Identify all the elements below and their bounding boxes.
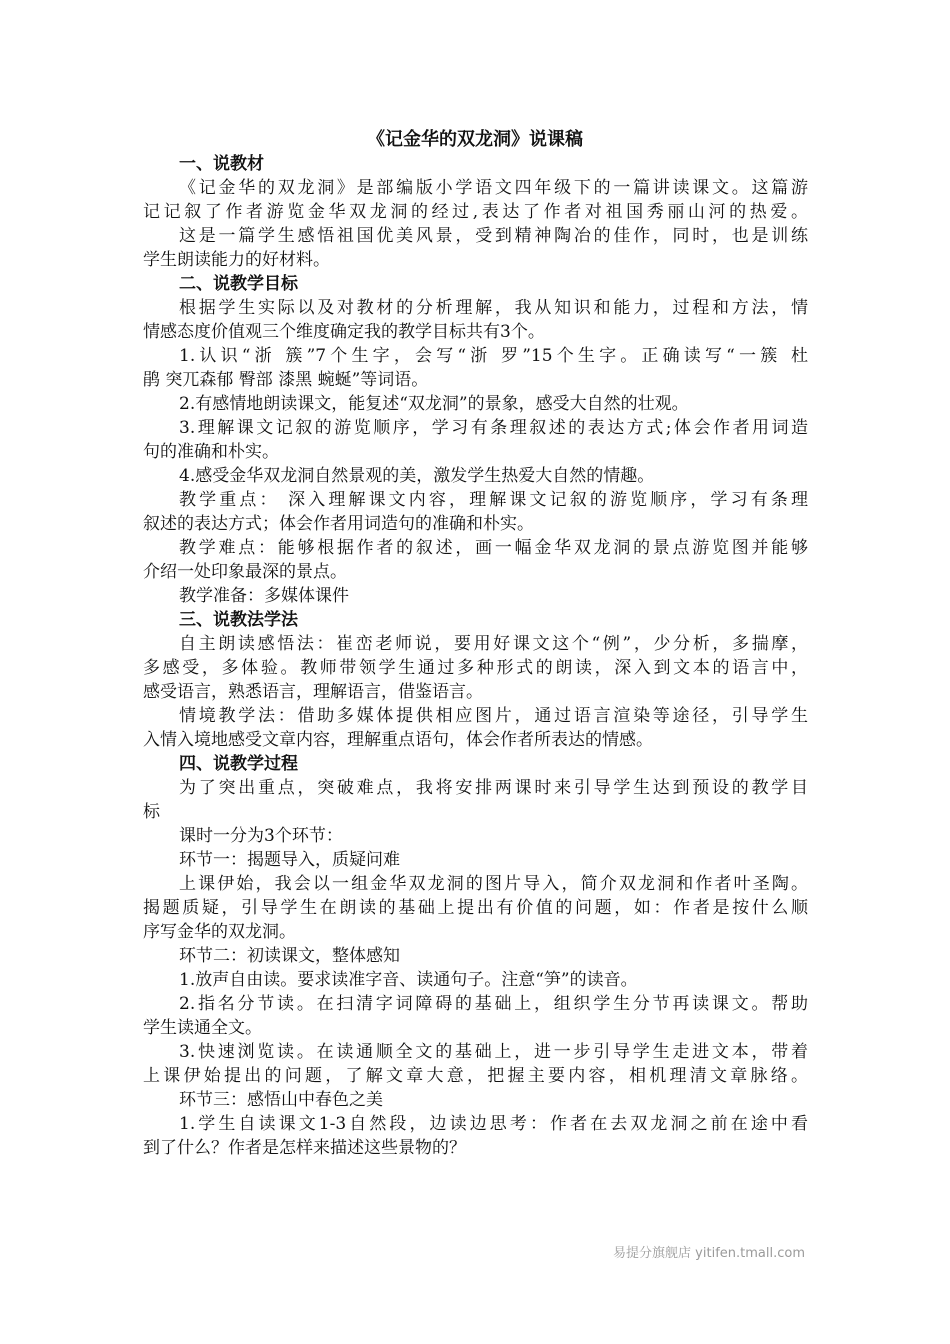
paragraph-line: 这是一篇学生感悟祖国优美风景，受到精神陶冶的佳作，同时，也是训练 <box>179 226 808 246</box>
paragraph-line: 教学难点：能够根据作者的叙述，画一幅金华双龙洞的景点游览图并能够 <box>179 538 808 558</box>
paragraph-line: 标 <box>143 802 160 822</box>
paragraph-line: 自主朗读感悟法：崔峦老师说，要用好课文这个“例”，少分析，多揣摩， <box>179 634 808 654</box>
paragraph-line: 记记叙了作者游览金华双龙洞的经过,表达了作者对祖国秀丽山河的热爱。 <box>143 202 808 222</box>
paragraph-line: 环节二：初读课文，整体感知 <box>179 946 400 966</box>
paragraph-line: 序写金华的双龙洞。 <box>143 922 296 942</box>
paragraph-line: 揭题质疑，引导学生在朗读的基础上提出有价值的问题，如：作者是按什么顺 <box>143 898 808 918</box>
paragraph-line: 为了突出重点，突破难点，我将安排两课时来引导学生达到预设的教学目 <box>179 778 808 798</box>
section-heading: 四、说教学过程 <box>179 754 298 774</box>
paragraph-line: 介绍一处印象最深的景点。 <box>143 562 347 582</box>
paragraph-line: 环节一：揭题导入，质疑问难 <box>179 850 400 870</box>
paragraph-line: 入情入境地感受文章内容，理解重点语句，体会作者所表达的情感。 <box>143 730 653 750</box>
section-heading: 一、说教材 <box>179 154 264 174</box>
paragraph-line: 学生朗读能力的好材料。 <box>143 250 330 270</box>
paragraph-line: 1.放声自由读。要求读准字音、读通句子。注意“笋”的读音。 <box>179 970 638 990</box>
paragraph-line: 到了什么？作者是怎样来描述这些景物的？ <box>143 1138 466 1158</box>
paragraph-line: 3.理解课文记叙的游览顺序，学习有条理叙述的表达方式;体会作者用词造 <box>179 418 808 438</box>
paragraph-line: 教学重点： 深入理解课文内容，理解课文记叙的游览顺序，学习有条理 <box>179 490 808 510</box>
watermark-text: 易提分旗舰店 yitifen.tmall.com <box>613 1246 805 1261</box>
paragraph-line: 1.学生自读课文1-3自然段，边读边思考：作者在去双龙洞之前在途中看 <box>179 1114 808 1134</box>
paragraph-line: 上课伊始，我会以一组金华双龙洞的图片导入，简介双龙洞和作者叶圣陶。 <box>179 874 808 894</box>
paragraph-line: 根据学生实际以及对教材的分析理解，我从知识和能力，过程和方法，情 <box>179 298 808 318</box>
paragraph-line: 情感态度价值观三个维度确定我的教学目标共有3个。 <box>143 322 545 342</box>
document-body <box>143 152 808 1160</box>
paragraph-line: 2.指名分节读。在扫清字词障碍的基础上，组织学生分节再读课文。帮助 <box>179 994 808 1014</box>
section-heading: 二、说教学目标 <box>179 274 298 294</box>
paragraph-line: 多感受，多体验。教师带领学生通过多种形式的朗读，深入到文本的语言中， <box>143 658 808 678</box>
paragraph-line: 学生读通全文。 <box>143 1018 262 1038</box>
paragraph-line: 《记金华的双龙洞》是部编版小学语文四年级下的一篇讲读课文。这篇游 <box>179 178 808 198</box>
paragraph-line: 课时一分为3个环节： <box>179 826 343 846</box>
document-title: 《记金华的双龙洞》说课稿 <box>367 129 583 150</box>
paragraph-line: 3.快速浏览读。在读通顺全文的基础上，进一步引导学生走进文本，带着 <box>179 1042 808 1062</box>
paragraph-line: 感受语言，熟悉语言，理解语言，借鉴语言。 <box>143 682 483 702</box>
paragraph-line: 1.认识“浙 簇”7个生字，会写“浙 罗”15个生字。正确读写“一簇 杜 <box>179 346 808 366</box>
paragraph-line: 2.有感情地朗读课文，能复述“双龙洞”的景象，感受大自然的壮观。 <box>179 394 689 414</box>
paragraph-line: 鹃 突兀森郁 臀部 漆黑 蜿蜒”等词语。 <box>143 370 429 390</box>
paragraph-line: 句的准确和朴实。 <box>143 442 279 462</box>
paragraph-line: 情境教学法：借助多媒体提供相应图片，通过语言渲染等途径，引导学生 <box>179 706 808 726</box>
paragraph-line: 上课伊始提出的问题，了解文章大意，把握主要内容，相机理清文章脉络。 <box>143 1066 808 1086</box>
paragraph-line: 4.感受金华双龙洞自然景观的美，激发学生热爱大自然的情趣。 <box>179 466 655 486</box>
paragraph-line: 环节三：感悟山中春色之美 <box>179 1090 383 1110</box>
section-heading: 三、说教法学法 <box>179 610 298 630</box>
paragraph-line: 叙述的表达方式；体会作者用词造句的准确和朴实。 <box>143 514 534 534</box>
paragraph-line: 教学准备：多媒体课件 <box>179 586 349 606</box>
